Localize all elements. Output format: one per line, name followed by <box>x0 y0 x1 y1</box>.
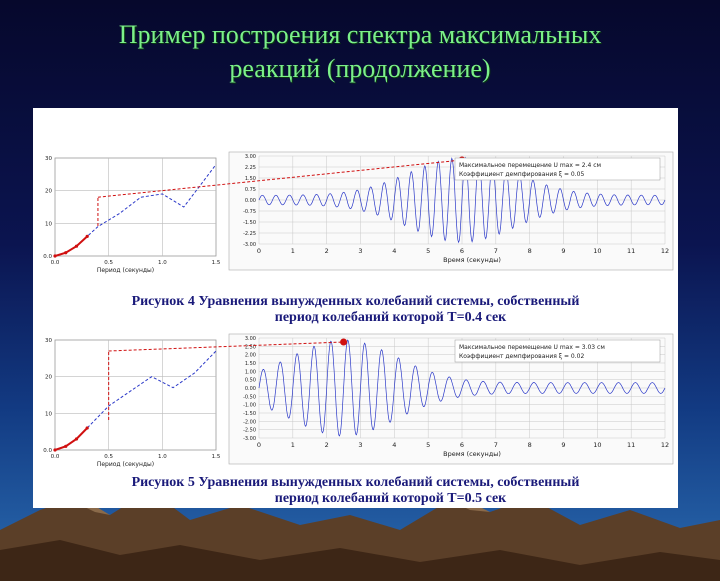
spectrum-x-tick: 1.0 <box>157 260 167 266</box>
history-x-tick: 4 <box>392 441 397 449</box>
history-y-tick: 3.00 <box>244 154 256 160</box>
history-x-tick: 3 <box>358 247 363 255</box>
spectrum-y-tick: 20 <box>45 374 52 381</box>
figure-5-caption-line2: период колебаний которой Т=0.5 сек <box>274 491 507 506</box>
history-x-tick: 9 <box>561 441 566 449</box>
history-x-tick: 9 <box>561 247 566 255</box>
spectrum-point <box>86 235 89 238</box>
slide-title-line2: реакций (продолжение) <box>229 54 491 83</box>
spectrum-point <box>64 251 67 254</box>
spectrum-frame <box>55 158 216 256</box>
history-x-tick: 0 <box>256 441 262 449</box>
figure-5-caption <box>33 475 678 507</box>
figure-4-caption-line1: Рисунок 4 Уравнения вынужденных колебаний системы, собственный <box>131 294 580 309</box>
history-y-tick: 2.25 <box>244 165 256 171</box>
spectrum-x-tick: 1.0 <box>157 454 167 460</box>
spectrum-frame <box>55 340 216 450</box>
history-y-tick: -0.50 <box>243 394 256 401</box>
spectrum-point <box>86 426 89 429</box>
spectrum-y-tick: 30 <box>45 338 52 344</box>
history-y-tick: -2.00 <box>243 419 256 426</box>
history-x-tick: 7 <box>493 247 498 255</box>
history-x-tick: 5 <box>426 247 431 255</box>
spectrum-y-tick: 20 <box>45 188 52 195</box>
history-x-label: Время (секунды) <box>443 450 501 458</box>
spectrum-point <box>53 448 56 451</box>
history-legend-line1: Максимальное перемещение U max = 2.4 см <box>459 162 602 169</box>
figure-5-caption-line1: Рисунок 5 Уравнения вынужденных колебаний системы, собственный <box>131 475 580 490</box>
history-x-tick: 8 <box>527 441 532 449</box>
history-x-tick: 4 <box>392 247 397 255</box>
spectrum-x-label: Период (секунды) <box>96 461 155 468</box>
history-x-tick: 10 <box>593 247 602 255</box>
history-x-tick: 12 <box>660 441 670 449</box>
figure-5-plots <box>33 332 678 474</box>
history-legend-line1: Максимальное перемещение U max = 3.03 см <box>459 344 605 351</box>
slide-title <box>0 18 720 86</box>
history-y-tick: 1.50 <box>244 361 256 367</box>
history-legend-line2: Коэффициент демпфирования ξ = 0.02 <box>459 353 585 360</box>
history-y-tick: 2.00 <box>244 352 256 359</box>
spectrum-x-label: Период (секунды) <box>96 267 155 274</box>
history-y-tick: -3.00 <box>243 436 256 442</box>
history-x-tick: 3 <box>358 441 363 449</box>
history-x-tick: 12 <box>660 247 670 255</box>
history-y-tick: 0.00 <box>244 198 256 204</box>
history-x-tick: 7 <box>493 441 498 449</box>
spectrum-x-tick: 1.5 <box>211 260 221 266</box>
history-y-tick: 1.00 <box>244 369 256 376</box>
history-y-tick: 0.50 <box>244 377 256 384</box>
history-y-tick: 0.00 <box>244 386 256 392</box>
history-x-tick: 10 <box>593 441 602 449</box>
history-x-tick: 6 <box>459 441 465 449</box>
history-x-tick: 11 <box>627 441 636 449</box>
history-x-tick: 11 <box>627 247 636 255</box>
history-x-label: Время (секунды) <box>443 256 501 264</box>
history-legend-line2: Коэффициент демпфирования ξ = 0.05 <box>459 171 585 178</box>
history-y-tick: -1.00 <box>243 402 256 409</box>
spectrum-y-tick: 10 <box>45 221 52 228</box>
figure-panel <box>33 108 678 508</box>
history-x-tick: 2 <box>324 247 329 255</box>
history-y-tick: -1.50 <box>243 220 256 226</box>
history-y-tick: -2.25 <box>243 231 256 237</box>
history-y-tick: -0.75 <box>243 209 256 215</box>
history-y-tick: -1.50 <box>243 411 256 417</box>
history-y-tick: 3.00 <box>244 336 256 342</box>
spectrum-point <box>75 437 78 440</box>
history-x-tick: 0 <box>256 247 262 255</box>
spectrum-x-tick: 0.5 <box>104 260 114 266</box>
history-y-tick: 2.50 <box>244 344 256 351</box>
spectrum-point <box>75 245 78 248</box>
history-x-tick: 5 <box>426 441 431 449</box>
history-x-tick: 8 <box>527 247 532 255</box>
spectrum-x-tick: 1.5 <box>211 454 221 460</box>
spectrum-y-tick: 0.0 <box>43 448 52 454</box>
figure-4-caption-line2: период колебаний которой Т=0.4 сек <box>274 310 507 325</box>
spectrum-y-tick: 30 <box>45 156 52 162</box>
spectrum-y-tick: 10 <box>45 411 52 418</box>
slide-title-line1: Пример построения спектра максимальных <box>118 20 602 49</box>
figure-4-plots <box>33 150 678 280</box>
history-x-tick: 6 <box>459 247 465 255</box>
history-y-tick: -3.00 <box>243 242 256 248</box>
spectrum-point <box>64 445 67 448</box>
history-x-tick: 2 <box>324 441 329 449</box>
spectrum-x-tick: 0.0 <box>50 454 60 460</box>
spectrum-x-tick: 0.5 <box>104 454 114 460</box>
history-y-tick: 0.75 <box>244 187 256 193</box>
spectrum-x-tick: 0.0 <box>50 260 60 266</box>
spectrum-y-tick: 0.0 <box>43 254 52 260</box>
history-x-tick: 1 <box>290 441 295 449</box>
figure-4-caption <box>33 294 678 326</box>
history-y-tick: 1.50 <box>244 176 256 182</box>
spectrum-point <box>53 254 56 257</box>
history-x-tick: 1 <box>290 247 295 255</box>
history-y-tick: -2.50 <box>243 427 256 434</box>
